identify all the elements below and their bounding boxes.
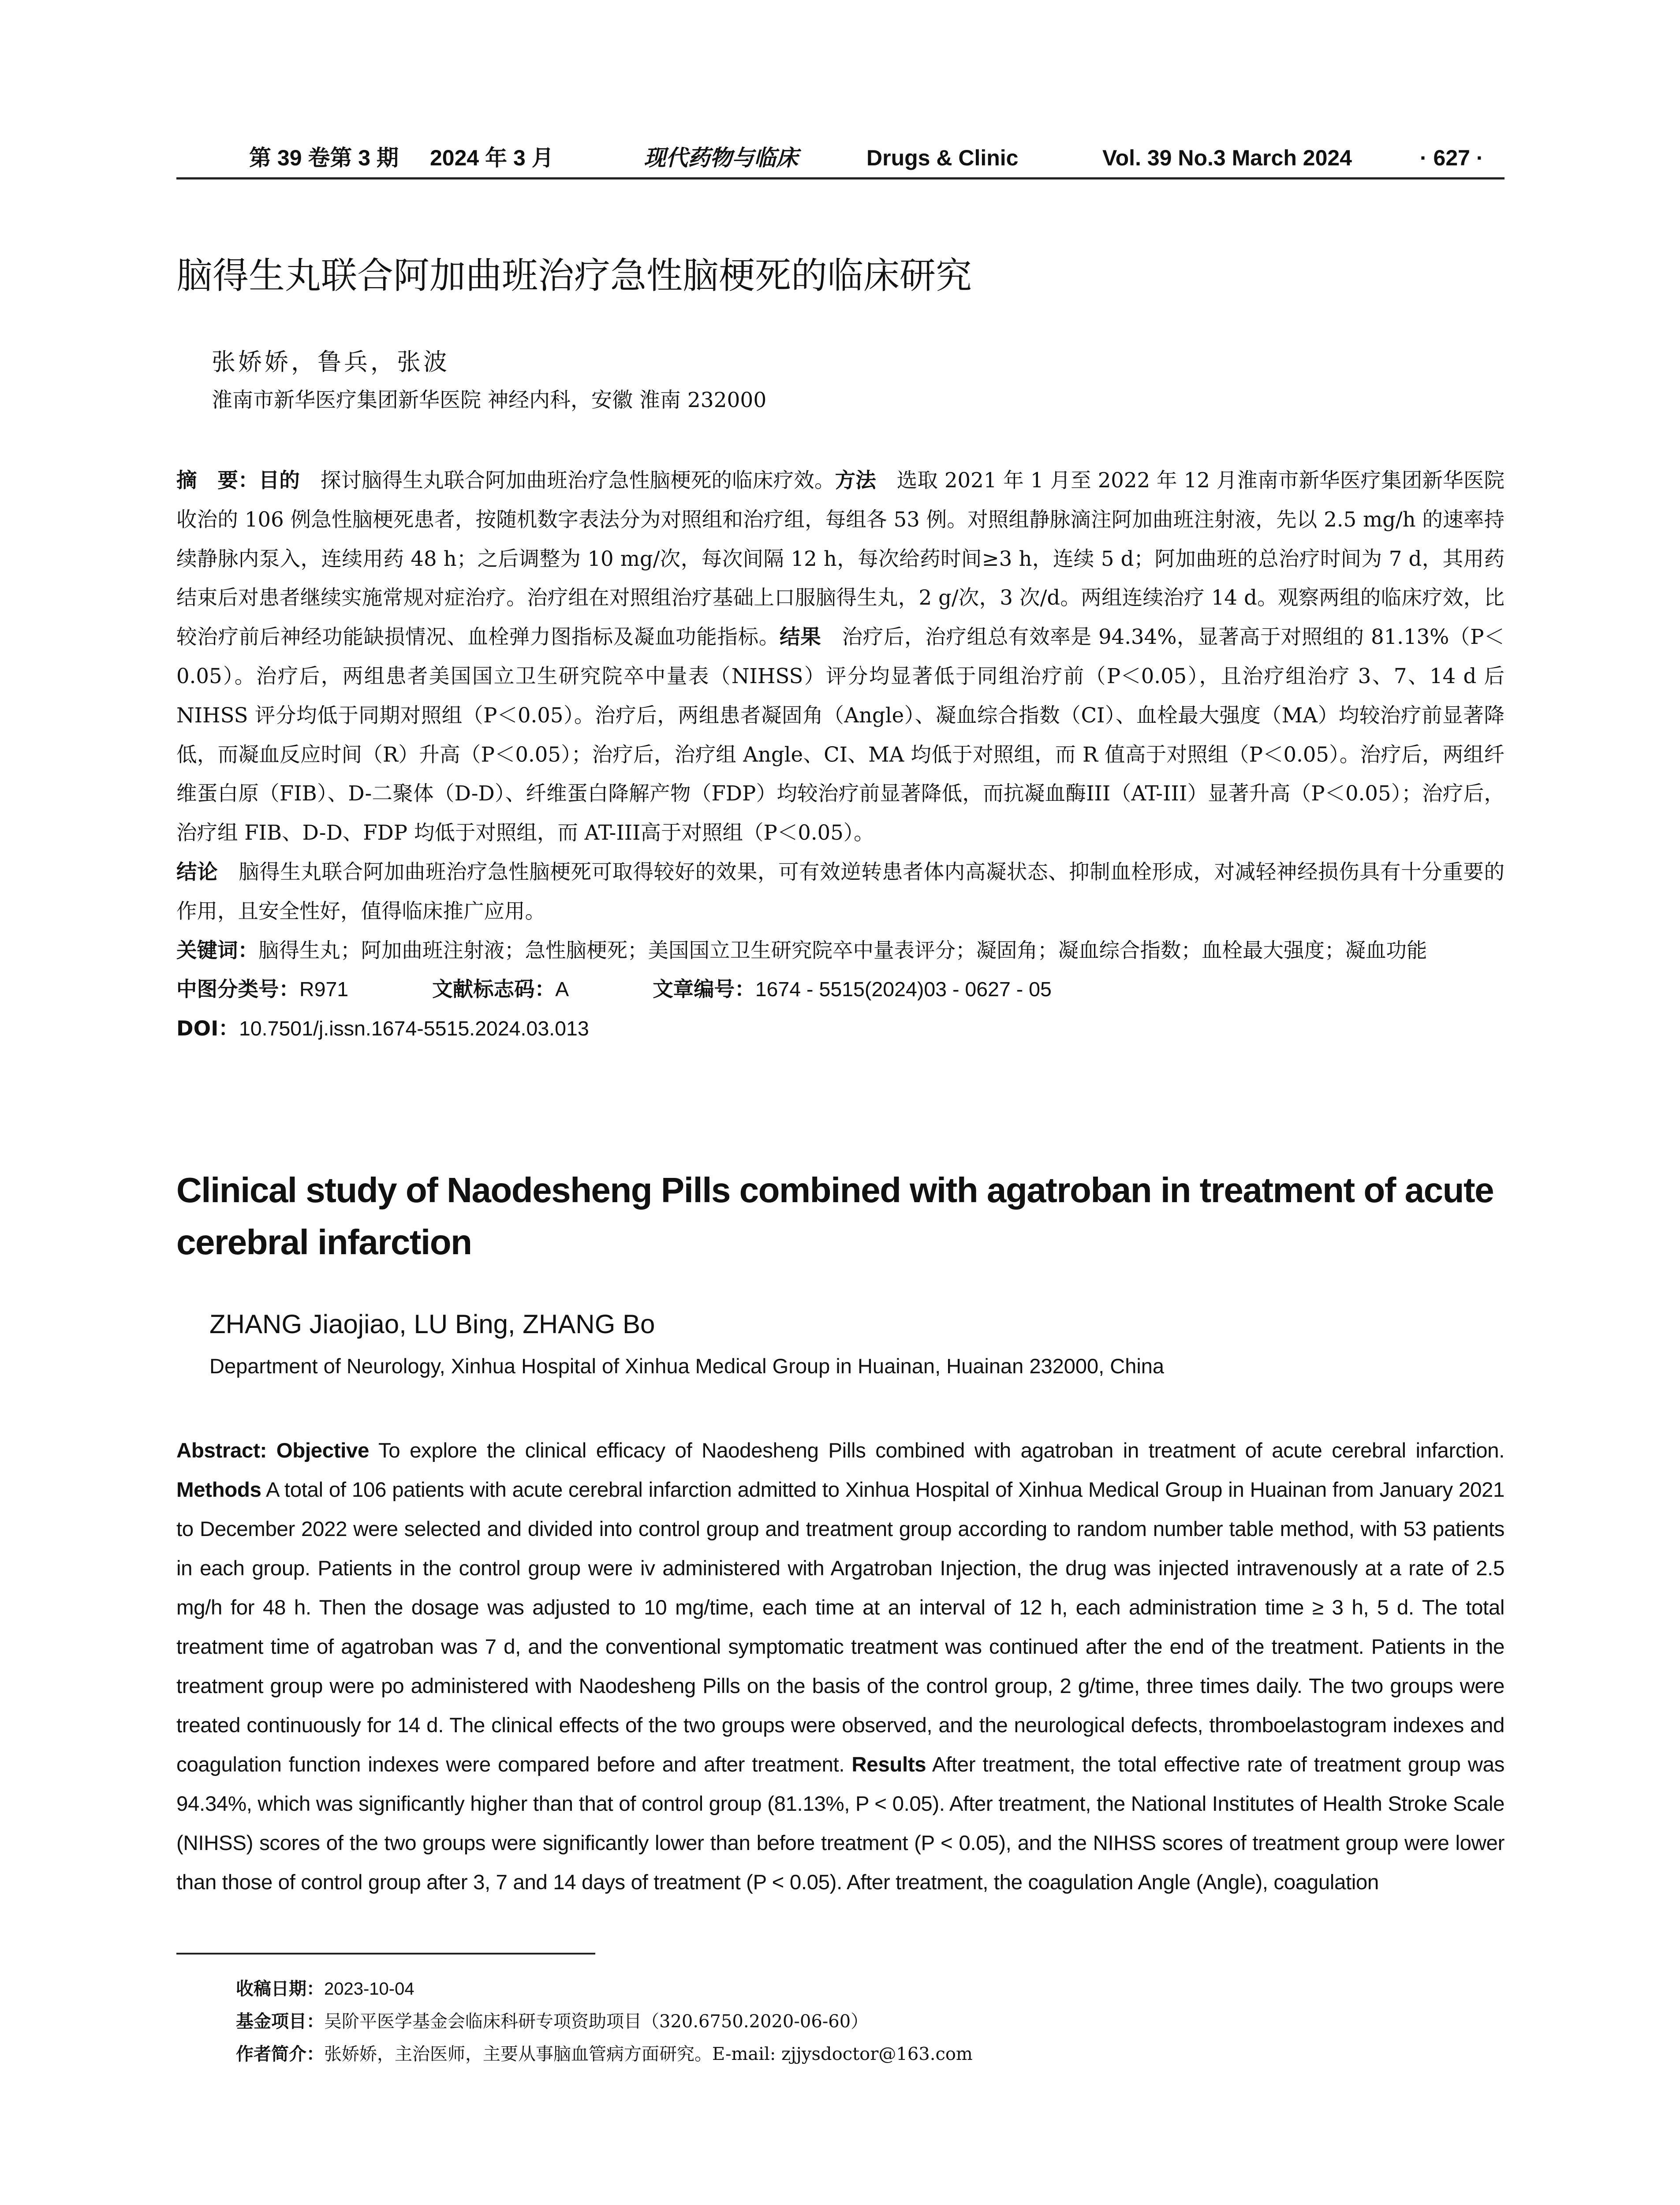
footnote-fund-text: 吴阶平医学基金会临床科研专项资助项目（320.6750.2020-06-60）: [324, 2011, 869, 2032]
cn-keywords-paragraph: [176, 931, 1505, 970]
cn-affiliation: 淮南市新华医疗集团新华医院 神经内科，安徽 淮南 232000: [212, 388, 767, 412]
footnote-author-label: 作者简介：: [236, 2044, 324, 2064]
cn-abstract: [176, 461, 1505, 1048]
header-volume: 第 39 卷第 3 期: [249, 146, 399, 170]
cn-article-no: 1674 - 5515(2024)03 - 0627 - 05: [755, 978, 1052, 1001]
cn-clc: R971: [299, 978, 349, 1001]
cn-results-label: 结果: [780, 625, 821, 649]
footnote-received-label: 收稿日期：: [236, 1979, 324, 1999]
footnote-author: [236, 2040, 973, 2065]
header-date: 2024 年 3 月: [430, 146, 554, 170]
en-abstract: [176, 1431, 1505, 1902]
en-results-label: Results: [851, 1753, 926, 1776]
cn-doc-code: A: [555, 978, 569, 1001]
en-abstract-body: [176, 1431, 1505, 1902]
en-methods-label: Methods: [176, 1478, 261, 1502]
cn-doi: 10.7501/j.issn.1674-5515.2024.03.013: [239, 1017, 589, 1040]
header-page-number: · 627 ·: [1420, 146, 1484, 170]
en-authors: ZHANG Jiaojiao, LU Bing, ZHANG Bo: [209, 1309, 655, 1339]
cn-title: 脑得生丸联合阿加曲班治疗急性脑梗死的临床研究: [176, 256, 972, 296]
en-objective: To explore the clinical efficacy of Naodesheng Pills combined with agatroban in treatment of acute cerebral infarction.: [369, 1439, 1505, 1462]
cn-article-no-label: 文章编号：: [653, 977, 755, 1002]
cn-conclusion-label: 结论: [176, 860, 218, 884]
running-header: [176, 140, 1505, 180]
en-results: After treatment, the total effective rate of treatment group was 94.34%, which was significantly higher than that of control group (81.13%, P < 0.05). After treatment, the National Institutes of Health Stroke Scale (NIHSS) scores of the two groups were significantly lower than before treatment (P < 0.05), and the NIHSS scores of treatment group were lower than those of control group after 3, 7 and 14 days of treatment (P < 0.05). After treatment, the coagulation Angle (Angle), coagulation: [176, 1753, 1505, 1894]
header-journal-en: Drugs & Clinic: [866, 146, 1019, 170]
cn-classification-line: [176, 970, 1505, 1009]
header-journal-cn: 现代药物与临床: [644, 145, 798, 171]
cn-conclusion: 脑得生丸联合阿加曲班治疗急性脑梗死可取得较好的效果，可有效逆转患者体内高凝状态、抑制血栓形成，对减轻神经损伤具有十分重要的作用，且安全性好，值得临床推广应用。: [176, 860, 1505, 923]
footnote-received: [236, 1975, 414, 2000]
footnote-fund: [236, 2007, 868, 2033]
cn-objective: 探讨脑得生丸联合阿加曲班治疗急性脑梗死的临床疗效。: [300, 468, 835, 492]
cn-methods-label: 方法: [835, 468, 876, 492]
footnote-received-date: 2023-10-04: [324, 1979, 414, 1999]
cn-abstract-body: [176, 461, 1505, 852]
en-affiliation: Department of Neurology, Xinhua Hospital of Xinhua Medical Group in Huainan, Huainan 232000, China: [209, 1354, 1165, 1378]
cn-doi-line: [176, 1009, 1505, 1048]
cn-conclusion-paragraph: [176, 852, 1505, 931]
cn-authors: 张娇娇，鲁兵，张波: [212, 348, 450, 376]
header-volume-en: Vol. 39 No.3 March 2024: [1102, 146, 1352, 170]
footnote-fund-label: 基金项目：: [236, 2011, 324, 2032]
cn-objective-label: 目的: [258, 468, 300, 492]
header-rule: [176, 177, 1505, 179]
cn-clc-label: 中图分类号：: [176, 977, 299, 1002]
en-abstract-label: Abstract: Objective: [176, 1439, 369, 1462]
cn-keywords: 脑得生丸；阿加曲班注射液；急性脑梗死；美国国立卫生研究院卒中量表评分；凝固角；凝血综合指数；血栓最大强度；凝血功能: [258, 938, 1427, 962]
cn-methods: 选取 2021 年 1 月至 2022 年 12 月淮南市新华医疗集团新华医院收治的 106 例急性脑梗死患者，按随机数字表法分为对照组和治疗组，每组各 53 例。对照组静脉滴注阿加曲班注射液，先以 2.5 mg/h 的速率持续静脉内泵入，连续用药 48 h；之后调整为 10 mg/次，每次间隔 12 h，每次给药时间≥3 h，连续 5 d；阿加曲班的总治疗时间为 7 d，其用药结束后对患者继续实施常规对症治疗。治疗组在对照组治疗基础上口服脑得生丸，2 g/次，3 次/d。两组连续治疗 14 d。观察两组的临床疗效，比较治疗前后神经功能缺损情况、血栓弹力图指标及凝血功能指标。: [176, 468, 1505, 649]
footnote-author-text: 张娇娇，主治医师，主要从事脑血管病方面研究。E-mail: zjjysdoctor@163.com: [324, 2044, 973, 2064]
en-title: Clinical study of Naodesheng Pills combined with agatroban in treatment of acute cerebral infarction: [176, 1170, 1494, 1262]
footnote-rule: [176, 1953, 595, 1955]
cn-keywords-label: 关键词：: [176, 938, 258, 962]
cn-results: 治疗后，治疗组总有效率是 94.34%，显著高于对照组的 81.13%（P＜0.05）。治疗后，两组患者美国国立卫生研究院卒中量表（NIHSS）评分均显著低于同组治疗前（P＜0.05），且治疗组治疗 3、7、14 d 后 NIHSS 评分均低于同期对照组（P＜0.05）。治疗后，两组患者凝固角（Angle）、凝血综合指数（CI）、血栓最大强度（MA）均较治疗前显著降低，而凝血反应时间（R）升高（P＜0.05）；治疗后，治疗组 Angle、CI、MA 均低于对照组，而 R 值高于对照组（P＜0.05）。治疗后，两组纤维蛋白原（FIB）、D-二聚体（D-D）、纤维蛋白降解产物（FDP）均较治疗前显著降低，而抗凝血酶III（AT-III）显著升高（P＜0.05）；治疗后，治疗组 FIB、D-D、FDP 均低于对照组，而 AT-III高于对照组（P＜0.05）。: [176, 625, 1505, 845]
cn-doi-label: DOI：: [176, 1017, 239, 1041]
en-methods: A total of 106 patients with acute cerebral infarction admitted to Xinhua Hospital of Xinhua Medical Group in Huainan from January 2021 to December 2022 were selected and divided into control group and treatment group according to random number table method, with 53 patients in each group. Patients in the control group were iv administered with Argatroban Injection, the drug was injected intravenously at a rate of 2.5 mg/h for 48 h. Then the dosage was adjusted to 10 mg/time, each time at an interval of 12 h, each administration time ≥ 3 h, 5 d. The total treatment time of agatroban was 7 d, and the conventional symptomatic treatment was continued after the end of the treatment. Patients in the treatment group were po administered with Naodesheng Pills on the basis of the control group, 2 g/time, three times daily. The two groups were treated continuously for 14 d. The clinical effects of the two groups were observed, and the neurological defects, thromboelastogram indexes and coagulation function indexes were compared before and after treatment.: [176, 1478, 1505, 1776]
cn-doc-code-label: 文献标志码：: [432, 977, 556, 1002]
cn-abstract-label: 摘 要：: [176, 468, 259, 492]
